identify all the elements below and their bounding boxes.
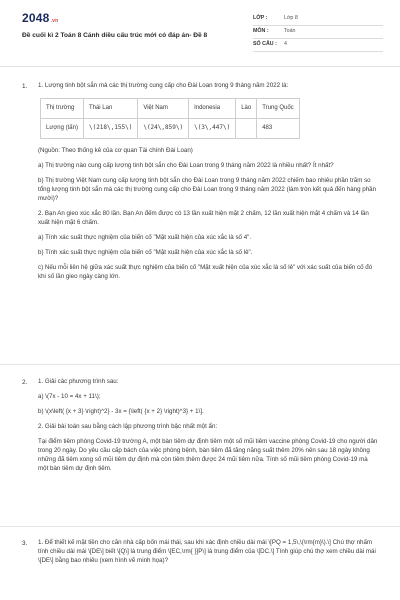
- question-number: 1.: [22, 83, 28, 90]
- table-cell: Việt Nam: [138, 98, 189, 118]
- sub-question-a: a) Thị trường nào cung cấp lượng tinh bột sắn cho Đài Loan trong 9 tháng năm 2022 là nhiều nhất? Ít nhất?: [38, 161, 334, 169]
- question-1: [38, 82, 378, 288]
- meta-label: SỐ CÂU :: [253, 41, 277, 48]
- table-cell: \(24\,859\): [138, 118, 189, 138]
- table-cell: Lào: [236, 98, 257, 118]
- table-row: [41, 118, 300, 138]
- site-logo[interactable]: 2048.vn: [22, 11, 59, 25]
- header-divider: [0, 66, 400, 67]
- table-cell: 483: [257, 118, 299, 138]
- table-cell: Thái Lan: [83, 98, 137, 118]
- question-3: [38, 539, 378, 572]
- question-number: 3.: [22, 540, 28, 547]
- sub-question-c: c) Nếu mỗi liên hệ giữa xác suất thực nghiệm của biến cố "Mặt xuất hiện của xúc xắc là số lẻ" với xác suất của biến cố đó khi số lần gieo ngày càng lớn.: [38, 263, 373, 280]
- table-cell: \(3\,447\): [189, 118, 236, 138]
- question-part-2: 2. Giải bài toán sau bằng cách lập phương trình bậc nhất một ẩn:: [38, 422, 218, 430]
- page-title: Đề cuối kì 2 Toán 8 Cánh diều cấu trúc mới có đáp án- Đề 8: [22, 32, 208, 39]
- table-cell: Lượng (tấn): [41, 118, 84, 138]
- question-part-2: 2. Bạn An gieo xúc xắc 80 lần. Bạn An đếm được có 13 lần xuất hiện mặt 2 chấm, 12 lần xuất hiện mặt 4 chấm và 14 lần xuất hiện mặt 6 chấm.: [38, 209, 369, 226]
- sub-question-b: b) Thị trường Việt Nam cung cấp lượng tinh bột sắn cho Đài Loan trong 9 tháng năm 2022 chiếm bao nhiêu phần trăm so tổng lượng tinh bột sắn mà các thị trường cung cấp cho Đài Loan trong 9 tháng năm 2022 (làm tròn kết quả đến hàng phần mười)?: [38, 176, 377, 202]
- sub-question-a: a) Tính xác suất thực nghiệm của biến cố "Mặt xuất hiện của xúc xắc là số 4".: [38, 233, 252, 241]
- meta-value: 4: [284, 41, 287, 48]
- question-divider: [0, 526, 400, 527]
- question-intro: 1. Lượng tinh bột sắn mà các thị trường cung cấp cho Đài Loan trong 9 tháng năm 2022 là:: [38, 82, 289, 89]
- page-header: [0, 0, 400, 60]
- table-cell: Indonesia: [189, 98, 236, 118]
- data-table: [40, 98, 300, 139]
- question-number: 2.: [22, 379, 28, 386]
- sub-question-b: b) Tính xác suất thực nghiệm của biến cố "Mặt xuất hiện của xúc xắc là số lẻ".: [38, 248, 253, 256]
- problem-text: Tại điểm tiêm phòng Covid-19 trường A, một bàn tiêm dự định tiêm một số mũi tiêm vaccine phòng Covid-19 cho người dân trong 20 ngày. Do yêu cầu cấp bách của việc phòng bệnh, bàn tiêm đã tăng năng suất thêm 20% nên sau 18 ngày không những đã tiêm xong số mũi tiêm dự định mà còn tiêm thêm được 24 mũi tiêm nữa. Tính số mũi tiêm phòng Covid-19 mà một bàn tiêm dự định tiêm.: [38, 437, 378, 472]
- meta-value: Lớp 8: [284, 15, 298, 22]
- table-header-row: [41, 98, 300, 118]
- table-cell: Trung Quốc: [257, 98, 299, 118]
- meta-label: MÔN :: [253, 28, 269, 35]
- meta-row-class: [253, 13, 383, 26]
- meta-row-subject: [253, 26, 383, 39]
- table-cell: [236, 118, 257, 138]
- sub-question-b: b) \(x\left( {x + 3} \right)^2} - 3x = {\left( {x + 2} \right)^3} + 1\].: [38, 407, 204, 415]
- table-cell: \(218\,155\): [83, 118, 137, 138]
- question-divider: [0, 364, 400, 365]
- exam-meta-table: [253, 13, 383, 52]
- meta-label: LỚP :: [253, 15, 268, 22]
- question-2: [38, 378, 378, 480]
- meta-row-count: [253, 39, 383, 52]
- question-intro: 1. Để thiết kế mặt tiền cho căn nhà cấp bốn mái thái, sau khi xác định chiều dài mái \[PQ = 1,5\,\(\rm{m}\).\] Chú thợ nhấm tính chiều dài mái \[DE\] biết \[Q\] là trung điểm \[EC,\rm{ }]P\] là trung điểm của \[DC.\] Tính giúp chú thợ xem chiều dài mái \[DE\] bằng bao nhiêu (xem hình vẽ minh họa)?: [38, 539, 376, 564]
- source-note: (Nguồn: Theo thống kê của cơ quan Tài chính Đài Loan): [38, 146, 193, 154]
- meta-value: Toán: [284, 28, 296, 35]
- question-intro: 1. Giải các phương trình sau:: [38, 378, 119, 385]
- sub-question-a: a) \(7x - 10 = 4x + 11\);: [38, 392, 101, 400]
- table-cell: Thị trường: [41, 98, 84, 118]
